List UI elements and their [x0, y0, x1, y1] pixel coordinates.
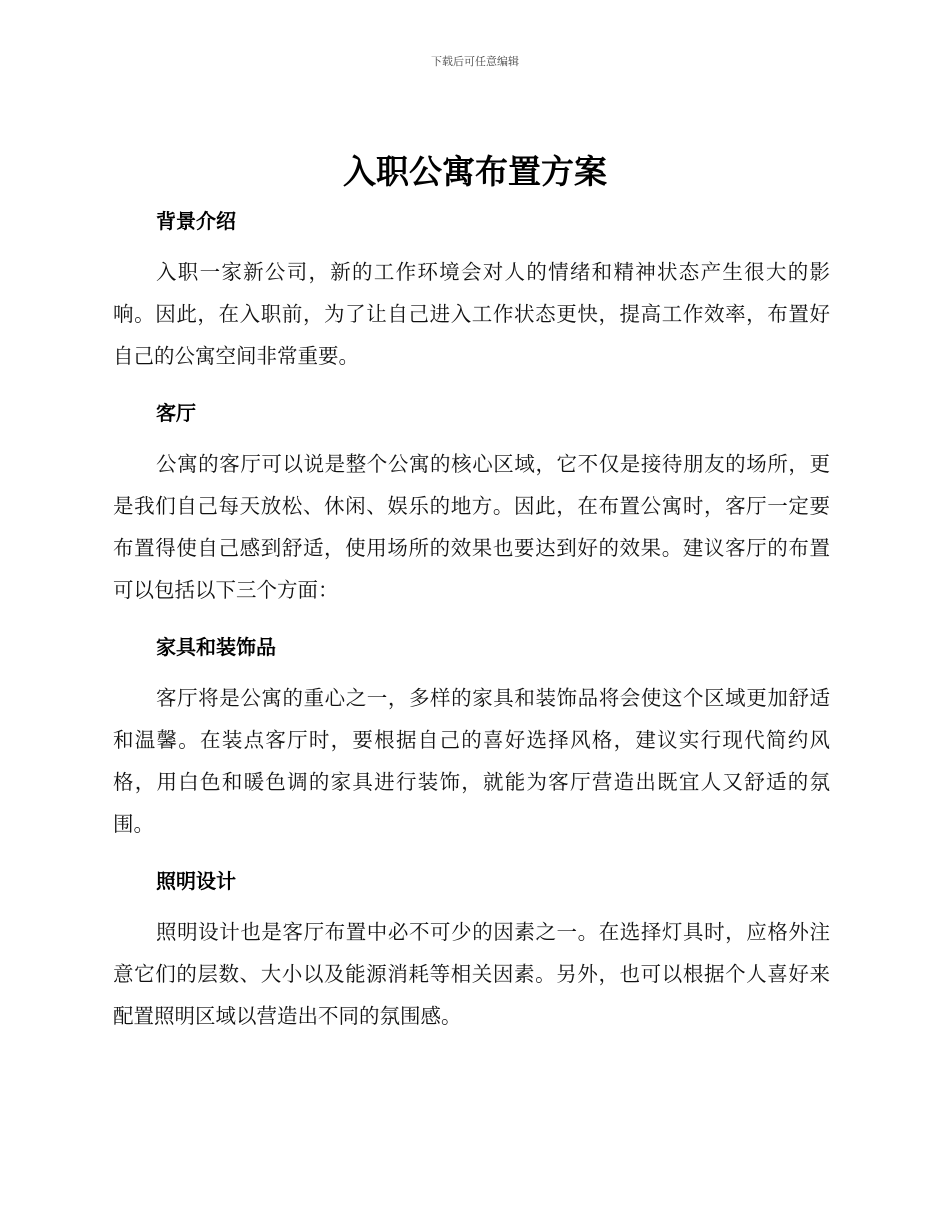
section-heading: 客厅: [156, 401, 196, 425]
section-paragraph: 照明设计也是客厅布置中必不可少的因素之一。在选择灯具时，应格外注意它们的层数、大小以及能源消耗等相关因素。另外，也可以根据个人喜好来配置照明区域以营造出不同的氛围感。: [113, 920, 830, 1028]
section-background: [113, 199, 830, 377]
section-heading: 家具和装饰品: [156, 635, 276, 659]
document-body: [113, 199, 830, 1051]
section-living-room: [113, 391, 830, 611]
section-heading: 背景介绍: [156, 209, 236, 233]
section-paragraph: 入职一家新公司，新的工作环境会对人的情绪和精神状态产生很大的影响。因此，在入职前，为了让自己进入工作状态更快，提高工作效率，布置好自己的公寓空间非常重要。: [113, 260, 830, 368]
section-furniture: [113, 625, 830, 845]
section-paragraph: 公寓的客厅可以说是整个公寓的核心区域，它不仅是接待朋友的场所，更是我们自己每天放松、休闲、娱乐的地方。因此，在布置公寓时，客厅一定要布置得使自己感到舒适，使用场所的效果也要达到好的效果。建议客厅的布置可以包括以下三个方面：: [113, 452, 830, 602]
document-title: 入职公寓布置方案: [343, 152, 607, 191]
header-note: 下载后可任意编辑: [431, 55, 519, 68]
section-heading: 照明设计: [156, 869, 236, 893]
section-paragraph: 客厅将是公寓的重心之一，多样的家具和装饰品将会使这个区域更加舒适和温馨。在装点客厅时，要根据自己的喜好选择风格，建议实行现代简约风格，用白色和暖色调的家具进行装饰，就能为客厅营造出既宜人又舒适的氛围。: [113, 686, 830, 836]
section-lighting: [113, 859, 830, 1037]
